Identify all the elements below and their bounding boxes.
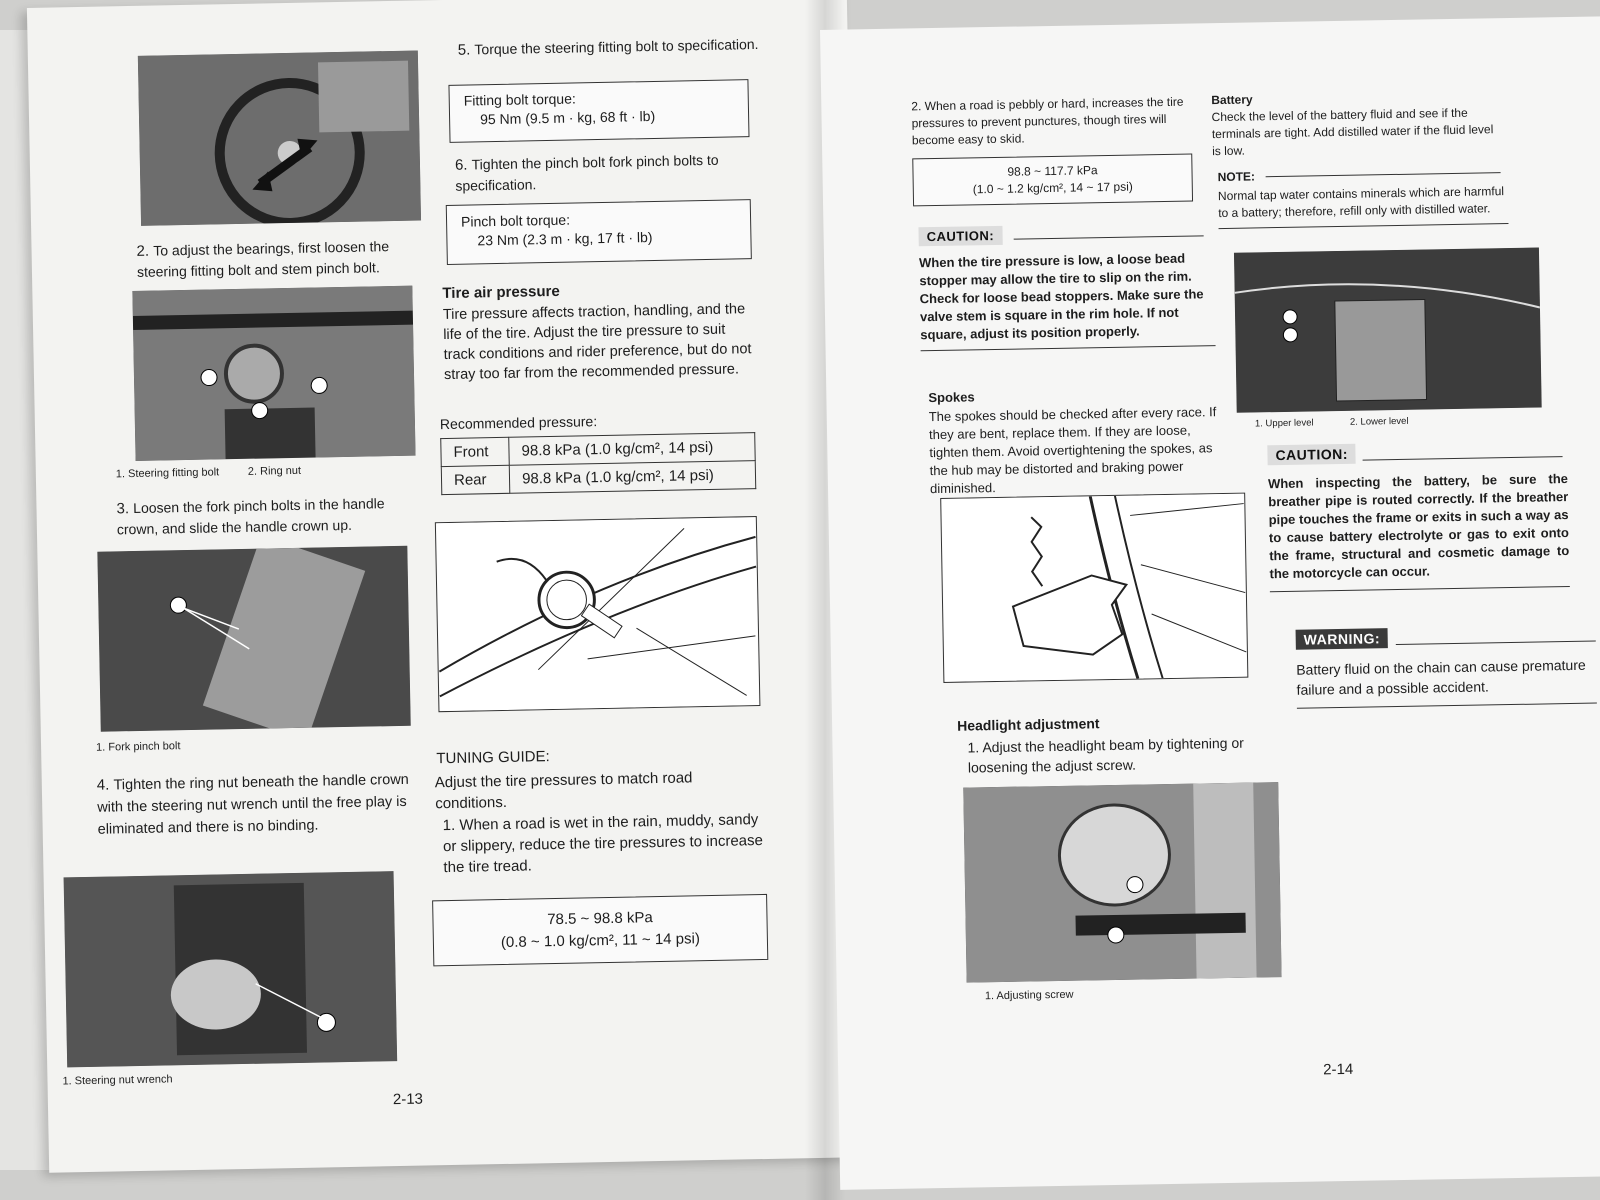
step-4-num: 4. bbox=[96, 776, 110, 794]
fig2-caption-2: 2. Ring nut bbox=[247, 464, 302, 478]
caution-2 bbox=[1267, 442, 1569, 592]
wet-pressure-line1: 78.5 ~ 98.8 kPa bbox=[547, 909, 653, 929]
fig3-caption: 1. Fork pinch bolt bbox=[95, 740, 181, 754]
tuning-step-1-num: 1. bbox=[442, 816, 456, 835]
left-page bbox=[27, 0, 869, 1173]
tuning-text: Adjust the tire pressures to match road conditions. bbox=[434, 769, 693, 813]
hard-pressure-line1: 98.8 ~ 117.7 kPa bbox=[1007, 163, 1098, 179]
spokes-text: The spokes should be checked after every race. If they are bent, replace them. If they are loose, tighten them. Avoid overtightening the spokes, as the hub may be distorted and braking power diminished. bbox=[928, 404, 1217, 497]
step-3-num: 3. bbox=[116, 500, 130, 518]
right-page bbox=[820, 16, 1600, 1190]
warning-text: Battery fluid on the chain can cause premature failure and a possible accident. bbox=[1296, 656, 1586, 698]
step-2-num: 2. bbox=[136, 242, 150, 260]
pressure-rear-label: Rear bbox=[441, 465, 510, 494]
fitting-torque-label: Fitting bolt torque: bbox=[463, 90, 576, 109]
step-2 bbox=[136, 235, 427, 283]
step-3-text: Loosen the fork pinch bolts in the handle crown, and slide the handle crown up. bbox=[116, 495, 385, 538]
tuning-step-2-text: When a road is pebbly or hard, increases the tire pressures to prevent punctures, though tires will become easy to skid. bbox=[911, 94, 1184, 148]
spokes-heading: Spokes bbox=[928, 389, 975, 406]
tire-text: Tire pressure affects traction, handling, and the life of the tire. Adjust the tire pressure to suit track conditions and rider preference, but do not stray too far from the recommended pressure. bbox=[442, 301, 752, 384]
step-4 bbox=[97, 769, 413, 841]
photo-steering-fitting bbox=[132, 286, 415, 461]
tuning-step-1 bbox=[442, 809, 768, 878]
step-5-num: 5. bbox=[457, 41, 471, 59]
tire-gauge-illustration bbox=[435, 516, 761, 712]
headlight-step-1-text: Adjust the headlight beam by tightening or loosening the adjust screw. bbox=[967, 734, 1244, 776]
fitting-torque-value: 95 Nm (9.5 m · kg, 68 ft · lb) bbox=[479, 107, 656, 128]
step-6-num: 6. bbox=[454, 156, 468, 174]
step-6 bbox=[455, 149, 776, 197]
wet-pressure-line2: (0.8 ~ 1.0 kg/cm², 11 ~ 14 psi) bbox=[500, 930, 701, 952]
headlight-heading: Headlight adjustment bbox=[957, 715, 1100, 734]
caution-1-tag: CAUTION: bbox=[918, 226, 1002, 246]
page-number-left: 2-13 bbox=[392, 1090, 424, 1109]
step-4-text: Tighten the ring nut beneath the handle crown with the steering nut wrench until the free play is eliminated and there is no binding. bbox=[97, 771, 409, 838]
tire-heading: Tire air pressure bbox=[442, 282, 560, 303]
caution-1 bbox=[918, 223, 1220, 351]
photo-wheel-bearing bbox=[138, 50, 421, 225]
pressure-front-value: 98.8 kPa (1.0 kg/cm², 14 psi) bbox=[509, 433, 755, 466]
headlight-caption: 1. Adjusting screw bbox=[984, 988, 1074, 1003]
pressure-rear-value: 98.8 kPa (1.0 kg/cm², 14 psi) bbox=[509, 461, 755, 494]
warning-block bbox=[1296, 627, 1597, 709]
caution-2-tag: CAUTION: bbox=[1267, 444, 1356, 466]
tuning-step-2 bbox=[911, 94, 1192, 150]
spokes-illustration bbox=[940, 493, 1248, 683]
caution-1-text: When the tire pressure is low, a loose bead stopper may allow the tire to slip on the rim. Check for loose bead stoppers. Make sure the valve stem is square in the rim hole. If not square, adjust its position properly. bbox=[918, 250, 1204, 343]
recommended-label: Recommended pressure: bbox=[439, 413, 598, 433]
photo-headlight bbox=[963, 782, 1281, 982]
table-row bbox=[441, 461, 755, 495]
fig4-caption: 1. Steering nut wrench bbox=[62, 1073, 173, 1088]
page-number-right: 2-14 bbox=[1323, 1060, 1354, 1079]
step-5-text: Torque the steering fitting bolt to specification. bbox=[474, 35, 759, 58]
caution-2-text: When inspecting the battery, be sure the breather pipe is routed correctly. If the breather pipe touches the frame or exits in such a way as to cause battery electrolyte or gas to exit onto the frame, structural and cosmetic damage to the motorcycle can occur. bbox=[1267, 471, 1570, 582]
battery-caption-1: 1. Upper level bbox=[1254, 417, 1314, 430]
pressure-front-label: Front bbox=[441, 437, 510, 466]
wet-pressure-box bbox=[432, 894, 768, 966]
warning-tag: WARNING: bbox=[1296, 628, 1389, 650]
tuning-step-1-text: When a road is wet in the rain, muddy, sandy or slippery, reduce the tire pressures to increase the tire tread. bbox=[442, 811, 764, 877]
photo-fork-pinch bbox=[97, 546, 410, 732]
step-6-text: Tighten the pinch bolt fork pinch bolts to specification. bbox=[455, 151, 719, 194]
photo-steering-nut-wrench bbox=[64, 871, 398, 1067]
note-block bbox=[1217, 163, 1508, 229]
battery-text: Check the level of the battery fluid and see if the terminals are tight. Add distilled water if the fluid level is low. bbox=[1211, 105, 1494, 159]
hard-pressure-line2: (1.0 ~ 1.2 kg/cm², 14 ~ 17 psi) bbox=[972, 179, 1133, 197]
tuning-step-2-num: 2. bbox=[911, 99, 922, 114]
pressure-table bbox=[440, 432, 756, 495]
headlight-step-1 bbox=[967, 732, 1278, 777]
photo-battery bbox=[1234, 247, 1542, 412]
tuning-heading: TUNING GUIDE: bbox=[436, 748, 550, 768]
note-text: Normal tap water contains minerals which are harmful to a battery; therefore, refill only with distilled water. bbox=[1217, 184, 1505, 221]
step-2-text: To adjust the bearings, first loosen the steering fitting bolt and stem pinch bolt. bbox=[136, 238, 390, 280]
fig2-caption-1: 1. Steering fitting bolt bbox=[115, 466, 220, 481]
battery-heading: Battery bbox=[1211, 92, 1253, 108]
battery-caption-2: 2. Lower level bbox=[1349, 415, 1409, 428]
fitting-torque-box bbox=[448, 79, 749, 143]
pinch-torque-box bbox=[446, 199, 752, 265]
hard-pressure-box bbox=[912, 154, 1193, 207]
pinch-torque-label: Pinch bolt torque: bbox=[460, 211, 571, 230]
headlight-step-1-num: 1. bbox=[967, 739, 980, 756]
pinch-torque-value: 23 Nm (2.3 m · kg, 17 ft · lb) bbox=[477, 229, 653, 249]
note-tag: NOTE: bbox=[1217, 169, 1256, 185]
step-3 bbox=[116, 492, 427, 540]
step-5 bbox=[458, 34, 778, 61]
